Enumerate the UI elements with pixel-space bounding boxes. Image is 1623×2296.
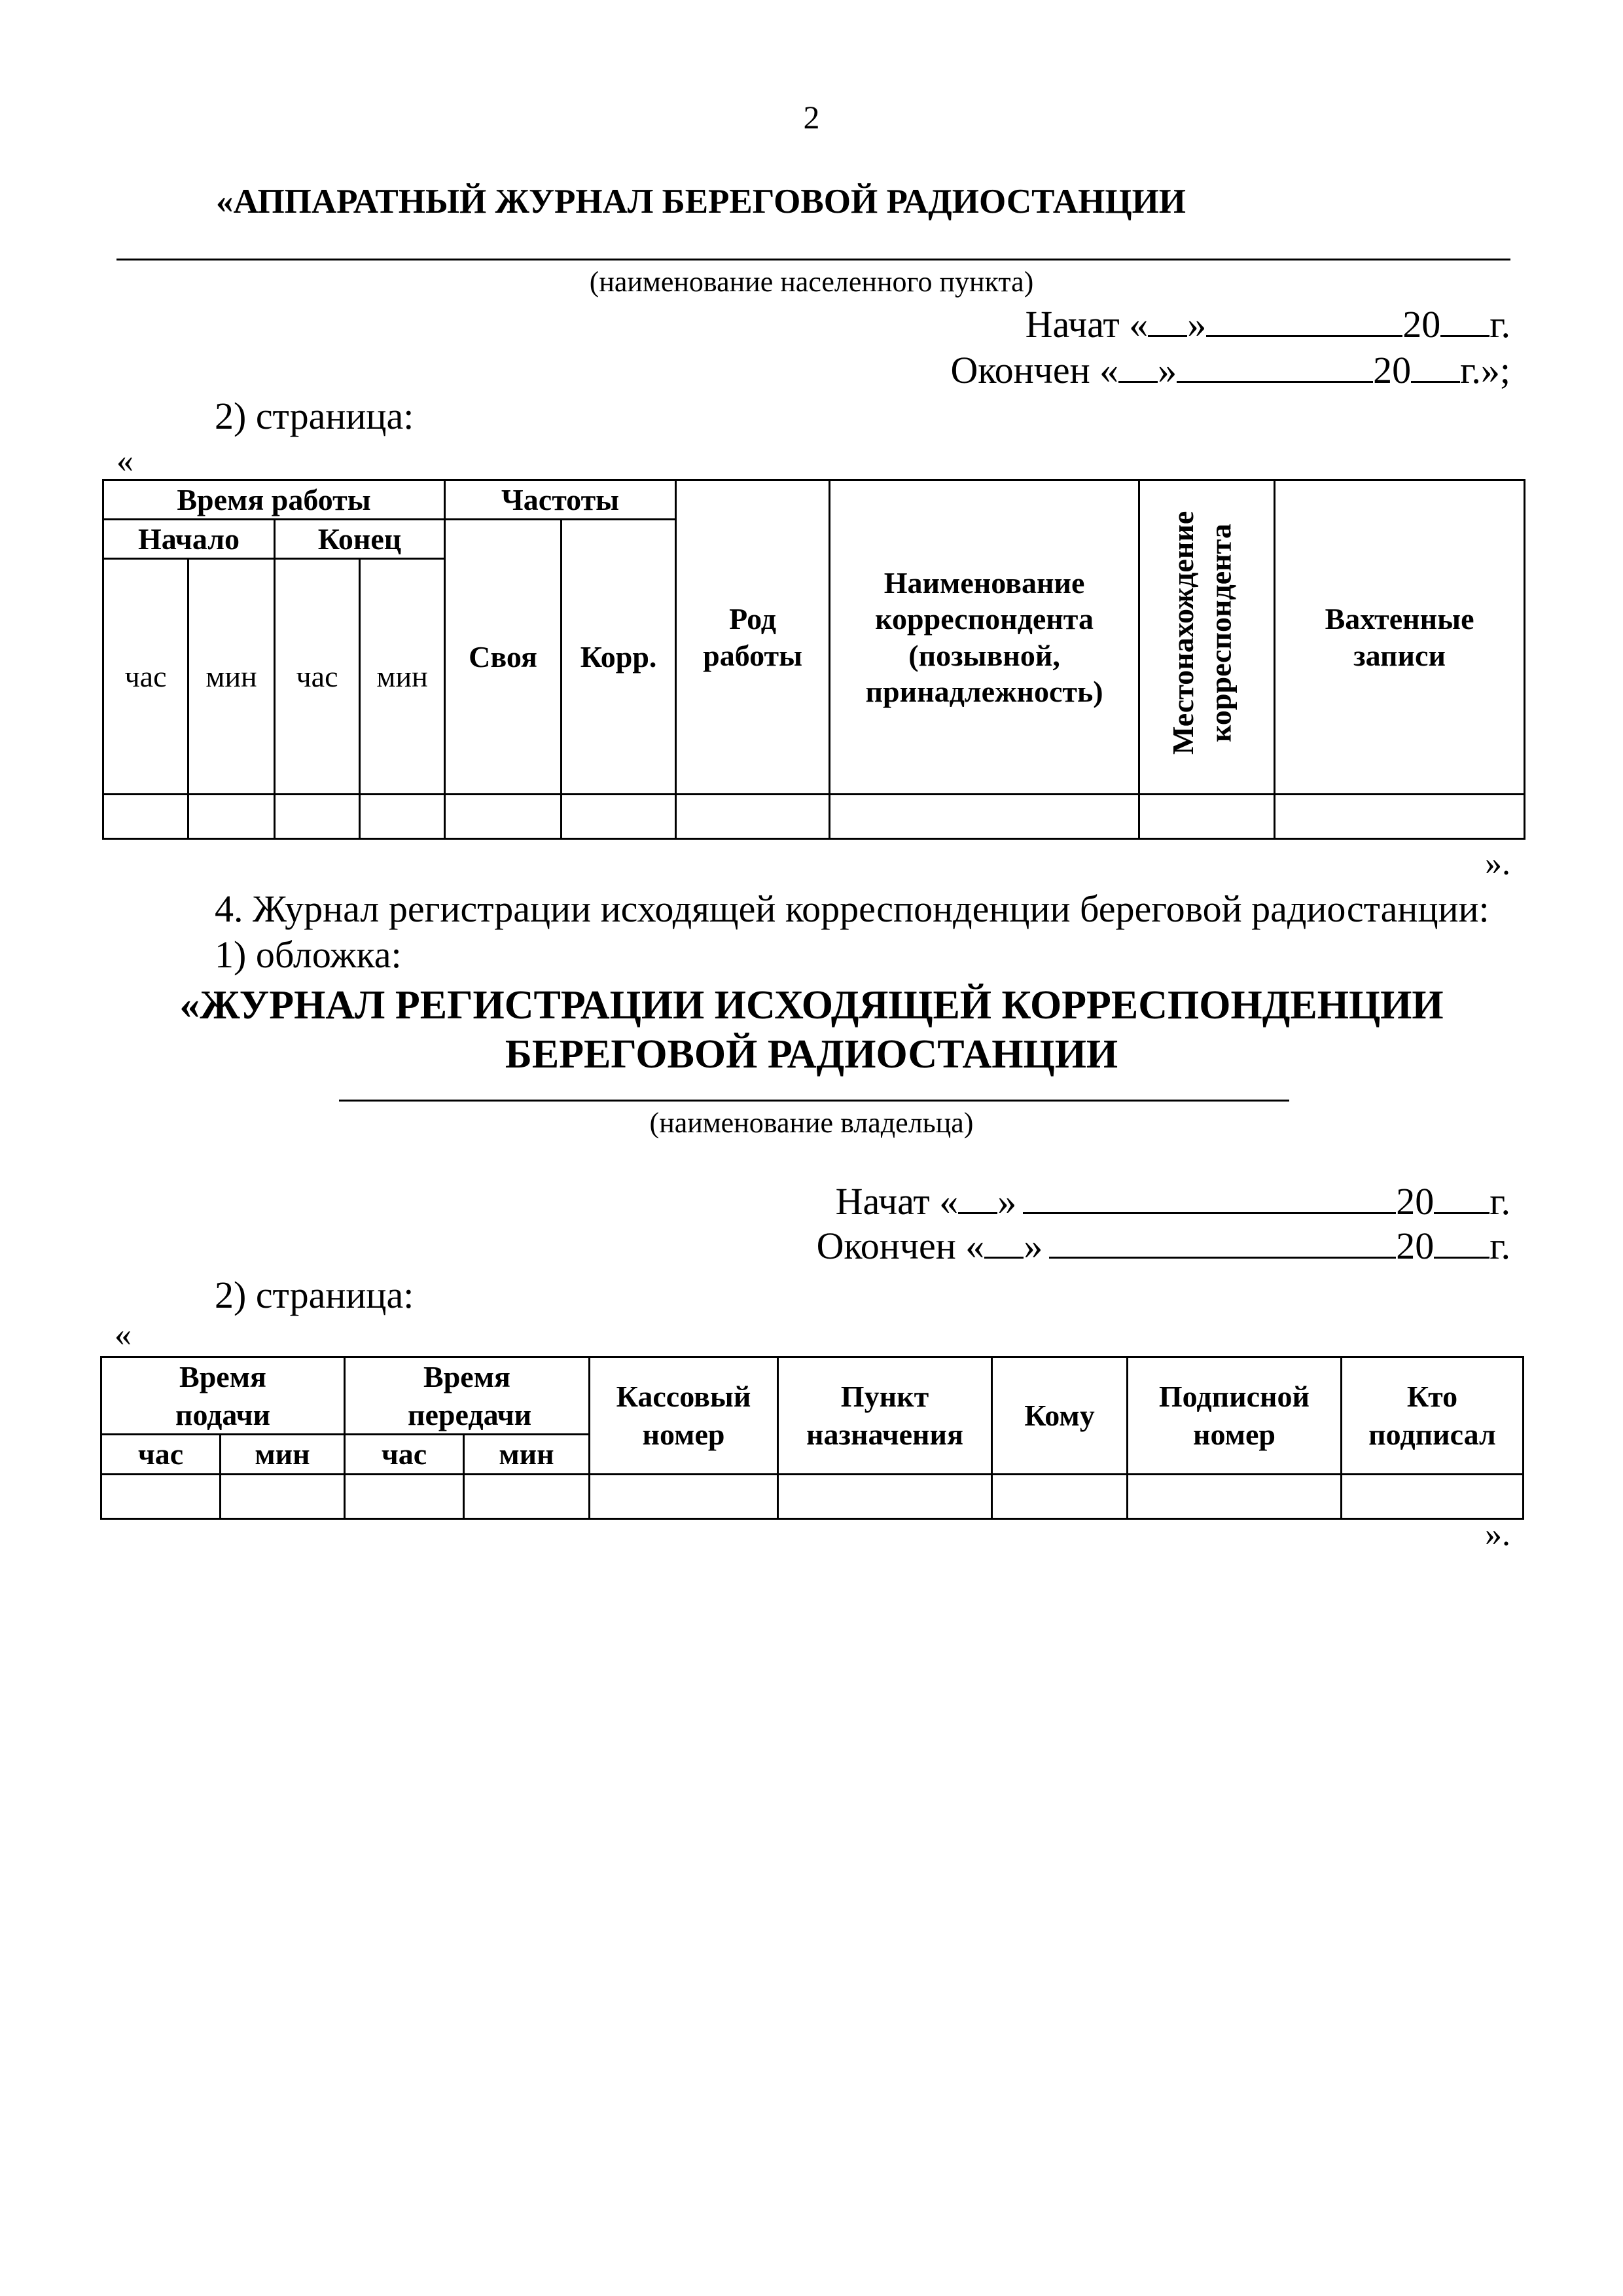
register-started-year-blank [1434, 1178, 1489, 1214]
start-header: Начало [103, 520, 275, 559]
table-cell [778, 1474, 992, 1518]
register-started-label: Начат « [835, 1180, 959, 1223]
ended-year-blank [1411, 347, 1460, 383]
table-cell [590, 1474, 778, 1518]
open-quote: « [116, 442, 134, 480]
work-time-header: Время работы [103, 480, 445, 520]
started-label: Начат « [1025, 303, 1149, 346]
table-cell [830, 795, 1139, 839]
table-cell [562, 795, 676, 839]
settlement-name-line [116, 259, 1510, 260]
register-open-quote: « [115, 1316, 132, 1354]
register-ended-day-blank [984, 1223, 1024, 1259]
table-cell [445, 795, 562, 839]
table-cell [1275, 795, 1525, 839]
started-year-blank [1440, 301, 1489, 337]
close-quote: ». [1485, 845, 1510, 882]
submit-time-header: Время подачи [101, 1357, 345, 1435]
submit-hour-header: час [101, 1435, 221, 1475]
table-cell [188, 795, 275, 839]
owner-caption: (наименование владельца) [649, 1107, 974, 1139]
page-number: 2 [803, 99, 820, 135]
started-year: 20 [1402, 303, 1441, 346]
register-close-quote: ». [1485, 1516, 1510, 1553]
register-page-label: 2) страница: [215, 1274, 414, 1316]
transmit-time-header: Время передачи [345, 1357, 590, 1435]
table-cell [1139, 795, 1275, 839]
register-ended-year-blank [1434, 1223, 1489, 1259]
cash-number-header: Кассовый номер [590, 1357, 778, 1475]
register-ended-label: Окончен « [816, 1225, 985, 1267]
destination-header: Пункт назначения [778, 1357, 992, 1475]
table-cell [464, 1474, 590, 1518]
table-cell [101, 1474, 221, 1518]
correspondent-name-header: Наименование корреспондента (позывной, принадлежность) [830, 480, 1139, 795]
watch-records-header: Вахтенные записи [1275, 480, 1525, 795]
cover-label: 1) обложка: [215, 933, 402, 976]
ended-month-blank [1177, 347, 1373, 383]
table-cell [103, 795, 188, 839]
table-cell [676, 795, 830, 839]
ended-year: 20 [1373, 349, 1412, 391]
submit-minute-header: мин [221, 1435, 345, 1475]
subscription-number-header: Подписной номер [1128, 1357, 1342, 1475]
transmit-hour-header: час [345, 1435, 464, 1475]
signed-by-header: Кто подписал [1342, 1357, 1524, 1475]
page-label: 2) страница: [215, 395, 414, 437]
table-cell [275, 795, 360, 839]
frequencies-header: Частоты [445, 480, 676, 520]
register-ended-month-blank [1049, 1223, 1396, 1259]
section-heading: 4. Журнал регистрации исходящей корреспонденции береговой радиостанции: [215, 888, 1489, 930]
register-started-month-blank [1023, 1178, 1396, 1214]
own-frequency-header: Своя [445, 520, 562, 795]
started-line: Начат « » 20 г. [1026, 301, 1510, 346]
transmit-minute-header: мин [464, 1435, 590, 1475]
ended-day-blank [1118, 347, 1158, 383]
start-minute-header: мин [188, 559, 275, 795]
recipient-header: Кому [992, 1357, 1128, 1475]
work-type-header: Род работы [676, 480, 830, 795]
ended-line: Окончен « » 20 г.»; [951, 347, 1511, 392]
end-header: Конец [275, 520, 445, 559]
table-cell [1342, 1474, 1524, 1518]
correspondent-location-header: Местонахождение корреспондента [1139, 480, 1275, 795]
register-started-year: 20 [1396, 1180, 1435, 1223]
outgoing-register-table [100, 1356, 1524, 1520]
register-title-line1: «ЖУРНАЛ РЕГИСТРАЦИИ ИСХОДЯЩЕЙ КОРРЕСПОНДЕНЦИИ [179, 983, 1444, 1028]
corr-frequency-header: Корр. [562, 520, 676, 795]
register-ended-year: 20 [1396, 1225, 1435, 1267]
ended-label: Окончен « [950, 349, 1119, 391]
started-day-blank [1148, 301, 1187, 337]
register-ended-line: Окончен « » 20 г. [817, 1223, 1510, 1268]
table-cell [992, 1474, 1128, 1518]
table-cell [360, 795, 445, 839]
table-row [103, 795, 1525, 839]
table-cell [221, 1474, 345, 1518]
register-started-day-blank [958, 1178, 997, 1214]
settlement-caption: (наименование населенного пункта) [589, 266, 1034, 298]
journal-title: «АППАРАТНЫЙ ЖУРНАЛ БЕРЕГОВОЙ РАДИОСТАНЦИИ [216, 183, 1186, 221]
owner-name-line [339, 1100, 1289, 1102]
register-started-line: Начат « » 20 г. [836, 1178, 1510, 1223]
table-row [101, 1474, 1524, 1518]
hardware-journal-table [102, 479, 1525, 840]
start-hour-header: час [103, 559, 188, 795]
table-cell [1128, 1474, 1342, 1518]
started-month-blank [1206, 301, 1402, 337]
register-title-line2: БЕРЕГОВОЙ РАДИОСТАНЦИИ [505, 1032, 1118, 1077]
end-minute-header: мин [360, 559, 445, 795]
end-hour-header: час [275, 559, 360, 795]
table-cell [345, 1474, 464, 1518]
